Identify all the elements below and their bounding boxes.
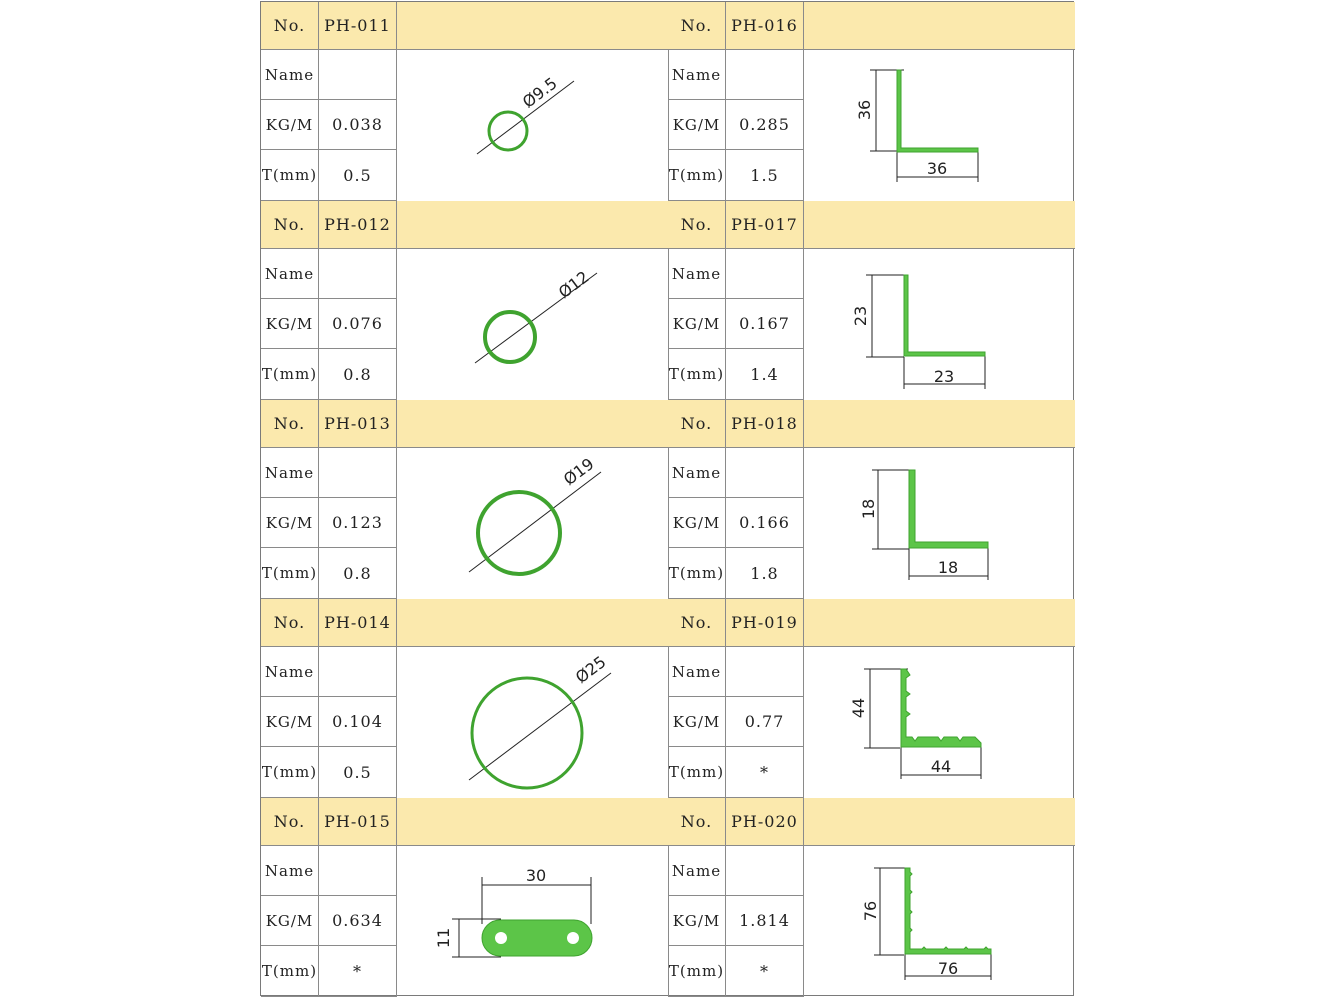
name-value <box>319 448 397 498</box>
profile-drawing <box>804 249 1075 401</box>
kgm-label: KG/M <box>261 299 319 349</box>
round-tube-profile <box>478 492 560 574</box>
product-number: PH-013 <box>319 400 397 448</box>
width-dimension: 30 <box>525 866 547 885</box>
diameter-label: Ø19 <box>559 454 598 490</box>
header-blank <box>397 201 668 249</box>
product-number: PH-020 <box>726 798 804 846</box>
header-blank <box>397 2 668 50</box>
name-value <box>319 50 397 100</box>
diameter-label: Ø25 <box>571 652 610 688</box>
name-label: Name <box>668 647 726 697</box>
height-dimension: 36 <box>855 99 874 121</box>
product-number: PH-019 <box>726 599 804 647</box>
name-value <box>726 249 804 299</box>
product-number: PH-011 <box>319 2 397 50</box>
kgm-label: KG/M <box>261 498 319 548</box>
thickness-label: T(mm) <box>668 548 726 599</box>
product-number: PH-015 <box>319 798 397 846</box>
profile-drawing <box>397 448 669 600</box>
profile-drawing <box>397 647 669 799</box>
no-label: No. <box>261 400 319 448</box>
no-label: No. <box>668 798 726 846</box>
kgm-value: 0.076 <box>319 299 397 349</box>
height-dimension: 18 <box>859 498 878 520</box>
thickness-value: 1.5 <box>726 150 804 201</box>
kgm-value: 0.166 <box>726 498 804 548</box>
header-blank <box>804 2 1075 50</box>
no-label: No. <box>261 201 319 249</box>
thickness-value: * <box>726 946 804 997</box>
name-label: Name <box>668 448 726 498</box>
profile-drawing <box>804 448 1075 600</box>
kgm-value: 0.104 <box>319 697 397 747</box>
thickness-label: T(mm) <box>668 946 726 997</box>
name-value <box>726 50 804 100</box>
thickness-label: T(mm) <box>261 548 319 599</box>
no-label: No. <box>668 400 726 448</box>
product-block <box>668 798 1075 997</box>
kgm-label: KG/M <box>668 697 726 747</box>
height-dimension: 11 <box>434 927 453 949</box>
thickness-value: 0.8 <box>319 349 397 400</box>
height-dimension: 44 <box>849 697 868 719</box>
no-label: No. <box>261 599 319 647</box>
product-number: PH-017 <box>726 201 804 249</box>
kgm-value: 0.77 <box>726 697 804 747</box>
product-number: PH-014 <box>319 599 397 647</box>
thickness-value: 1.4 <box>726 349 804 400</box>
angle-profile <box>897 70 978 152</box>
product-block <box>668 2 1075 201</box>
product-number: PH-016 <box>726 2 804 50</box>
profile-drawing <box>804 647 1075 799</box>
kgm-label: KG/M <box>261 100 319 150</box>
thickness-label: T(mm) <box>261 946 319 997</box>
name-label: Name <box>668 249 726 299</box>
right-column <box>668 2 1075 995</box>
left-column <box>261 2 668 995</box>
name-label: Name <box>261 50 319 100</box>
ribbed-angle-profile <box>901 669 981 747</box>
thickness-value: * <box>319 946 397 997</box>
name-value <box>726 448 804 498</box>
thickness-value: 0.5 <box>319 150 397 201</box>
height-dimension: 76 <box>861 900 880 922</box>
kgm-label: KG/M <box>668 299 726 349</box>
width-dimension: 76 <box>937 959 959 978</box>
name-value <box>319 647 397 697</box>
product-block <box>261 599 668 798</box>
name-label: Name <box>261 647 319 697</box>
name-label: Name <box>261 448 319 498</box>
thickness-label: T(mm) <box>668 150 726 201</box>
product-number: PH-012 <box>319 201 397 249</box>
product-block <box>261 201 668 400</box>
width-dimension: 23 <box>933 367 955 386</box>
product-block <box>668 400 1075 599</box>
product-block <box>668 599 1075 798</box>
thickness-value: 1.8 <box>726 548 804 599</box>
kgm-value: 0.167 <box>726 299 804 349</box>
product-number: PH-018 <box>726 400 804 448</box>
kgm-value: 0.123 <box>319 498 397 548</box>
width-dimension: 44 <box>930 757 952 776</box>
height-dimension: 23 <box>851 305 870 327</box>
round-tube-profile <box>472 678 582 788</box>
angle-profile <box>909 470 988 548</box>
thickness-value: 0.8 <box>319 548 397 599</box>
header-blank <box>397 400 668 448</box>
kgm-label: KG/M <box>668 498 726 548</box>
no-label: No. <box>261 798 319 846</box>
kgm-label: KG/M <box>668 100 726 150</box>
ribbed-angle-profile <box>905 868 991 954</box>
name-value <box>726 647 804 697</box>
header-blank <box>804 798 1075 846</box>
thickness-label: T(mm) <box>261 747 319 798</box>
thickness-value: * <box>726 747 804 798</box>
width-dimension: 18 <box>937 558 959 577</box>
no-label: No. <box>261 2 319 50</box>
diameter-label: Ø9.5 <box>518 73 561 112</box>
angle-profile <box>904 275 985 356</box>
header-blank <box>397 798 668 846</box>
kgm-value: 0.285 <box>726 100 804 150</box>
kgm-label: KG/M <box>668 896 726 946</box>
width-dimension: 36 <box>926 159 948 178</box>
product-spec-table <box>260 1 1074 996</box>
name-label: Name <box>668 50 726 100</box>
name-label: Name <box>668 846 726 896</box>
profile-drawing <box>804 50 1075 202</box>
kgm-value: 0.038 <box>319 100 397 150</box>
product-block <box>261 798 668 997</box>
name-value <box>319 249 397 299</box>
thickness-value: 0.5 <box>319 747 397 798</box>
header-blank <box>804 599 1075 647</box>
product-block <box>668 201 1075 400</box>
name-value <box>319 846 397 896</box>
profile-drawing <box>397 50 669 202</box>
name-label: Name <box>261 249 319 299</box>
thickness-label: T(mm) <box>261 150 319 201</box>
profile-drawing <box>397 249 669 401</box>
no-label: No. <box>668 599 726 647</box>
profile-drawing <box>397 846 669 997</box>
thickness-label: T(mm) <box>261 349 319 400</box>
product-block <box>261 400 668 599</box>
no-label: No. <box>668 2 726 50</box>
header-blank <box>397 599 668 647</box>
diameter-label: Ø12 <box>554 267 593 303</box>
name-label: Name <box>261 846 319 896</box>
kgm-label: KG/M <box>261 896 319 946</box>
thickness-label: T(mm) <box>668 747 726 798</box>
header-blank <box>804 400 1075 448</box>
kgm-value: 0.634 <box>319 896 397 946</box>
profile-drawing <box>804 846 1075 997</box>
thickness-label: T(mm) <box>668 349 726 400</box>
header-blank <box>804 201 1075 249</box>
no-label: No. <box>668 201 726 249</box>
product-block <box>261 2 668 201</box>
kgm-value: 1.814 <box>726 896 804 946</box>
kgm-label: KG/M <box>261 697 319 747</box>
name-value <box>726 846 804 896</box>
